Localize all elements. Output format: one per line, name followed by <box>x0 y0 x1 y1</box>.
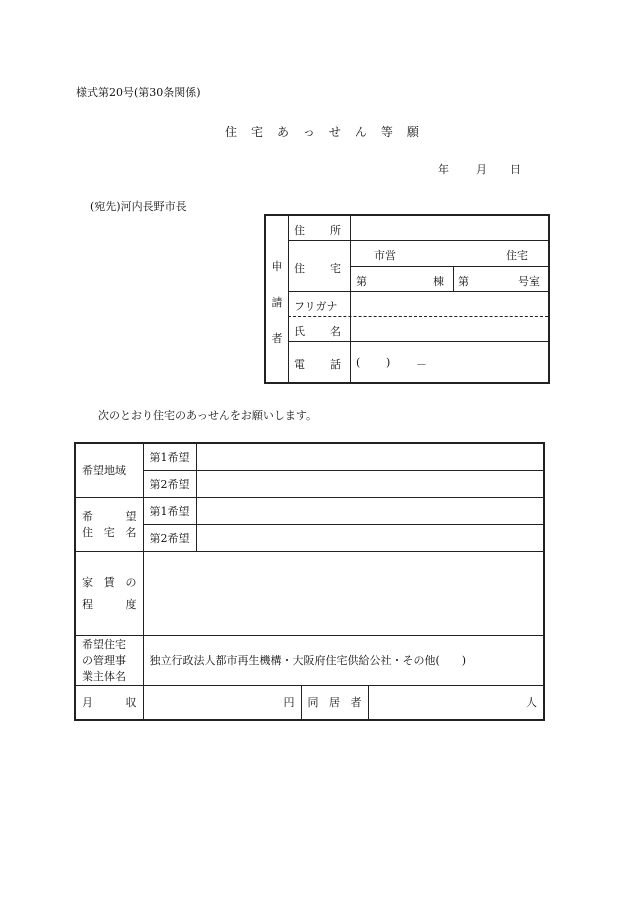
area-pref1-label: 第1希望 <box>143 443 196 470</box>
phone-label-b: 話 <box>330 358 341 371</box>
address-field[interactable] <box>356 220 546 237</box>
cohabitants-field[interactable] <box>368 685 544 720</box>
table-row <box>75 685 544 720</box>
yen-unit: 円 <box>283 696 295 710</box>
housing-suffix: 住宅 <box>506 249 528 262</box>
area-pref2-label: 第2希望 <box>143 470 196 497</box>
addressee: (宛先)河内長野市長 <box>90 200 187 213</box>
persons-unit: 人 <box>526 696 537 710</box>
monthly-income-label: 月 収 <box>75 685 143 720</box>
housing-label-a: 住 <box>294 262 305 275</box>
table-row <box>75 470 544 497</box>
name-label-b: 名 <box>330 325 341 338</box>
form-number: 様式第20号(第30条関係) <box>76 86 201 99</box>
applicant-side-label-1: 申 <box>271 260 283 273</box>
area-pref2-field[interactable] <box>196 470 544 497</box>
table-row <box>75 635 544 685</box>
applicant-side-label-3: 者 <box>271 332 283 345</box>
phone-dash: － <box>416 358 427 371</box>
manager-label: 希望住宅 の管理事 業主体名 <box>75 635 143 685</box>
desired-housing-label: 希 望 住 宅 名 <box>75 497 143 551</box>
manager-options[interactable]: 独立行政法人都市再生機構・大阪府住宅供給公社・その他( ) <box>143 635 544 685</box>
table-row <box>75 551 544 635</box>
date-month: 月 <box>476 163 487 176</box>
municipal-label: 市営 <box>374 249 396 262</box>
desired-area-label: 希望地域 <box>75 443 143 497</box>
table-row <box>75 524 544 551</box>
housing-label-b: 宅 <box>330 262 341 275</box>
phone-paren-open: ( <box>356 356 361 369</box>
housing-pref1-field[interactable] <box>196 497 544 524</box>
applicant-box <box>264 214 550 384</box>
name-label-a: 氏 <box>294 325 305 338</box>
table-row <box>75 497 544 524</box>
rent-level-label: 家 賃 の 程 度 <box>75 551 143 635</box>
building-suffix: 棟 <box>433 275 444 288</box>
address-label-a: 住 <box>294 224 305 237</box>
housing-pref1-label: 第1希望 <box>143 497 196 524</box>
table-row <box>75 443 544 470</box>
date-day: 日 <box>510 163 521 176</box>
area-pref1-field[interactable] <box>196 443 544 470</box>
cohabitants-label: 同 居 者 <box>301 685 368 720</box>
intro-text: 次のとおり住宅のあっせんをお願いします。 <box>98 409 318 422</box>
housing-pref2-label: 第2希望 <box>143 524 196 551</box>
furigana-label: フリガナ <box>294 300 338 313</box>
request-table <box>74 442 545 721</box>
form-title: 住宅あっせん等願 <box>225 125 433 139</box>
room-prefix: 第 <box>458 275 469 288</box>
phone-label-a: 電 <box>294 358 305 371</box>
address-label-b: 所 <box>330 224 341 237</box>
date-year: 年 <box>438 163 449 176</box>
furigana-field[interactable] <box>356 296 546 313</box>
monthly-income-field[interactable] <box>143 685 301 720</box>
building-prefix: 第 <box>356 275 367 288</box>
phone-paren-close: ) <box>386 356 391 369</box>
name-field[interactable] <box>356 321 546 338</box>
applicant-side-label-2: 請 <box>271 296 283 309</box>
room-suffix: 号室 <box>518 275 540 288</box>
rent-level-field[interactable] <box>143 551 544 635</box>
housing-pref2-field[interactable] <box>196 524 544 551</box>
